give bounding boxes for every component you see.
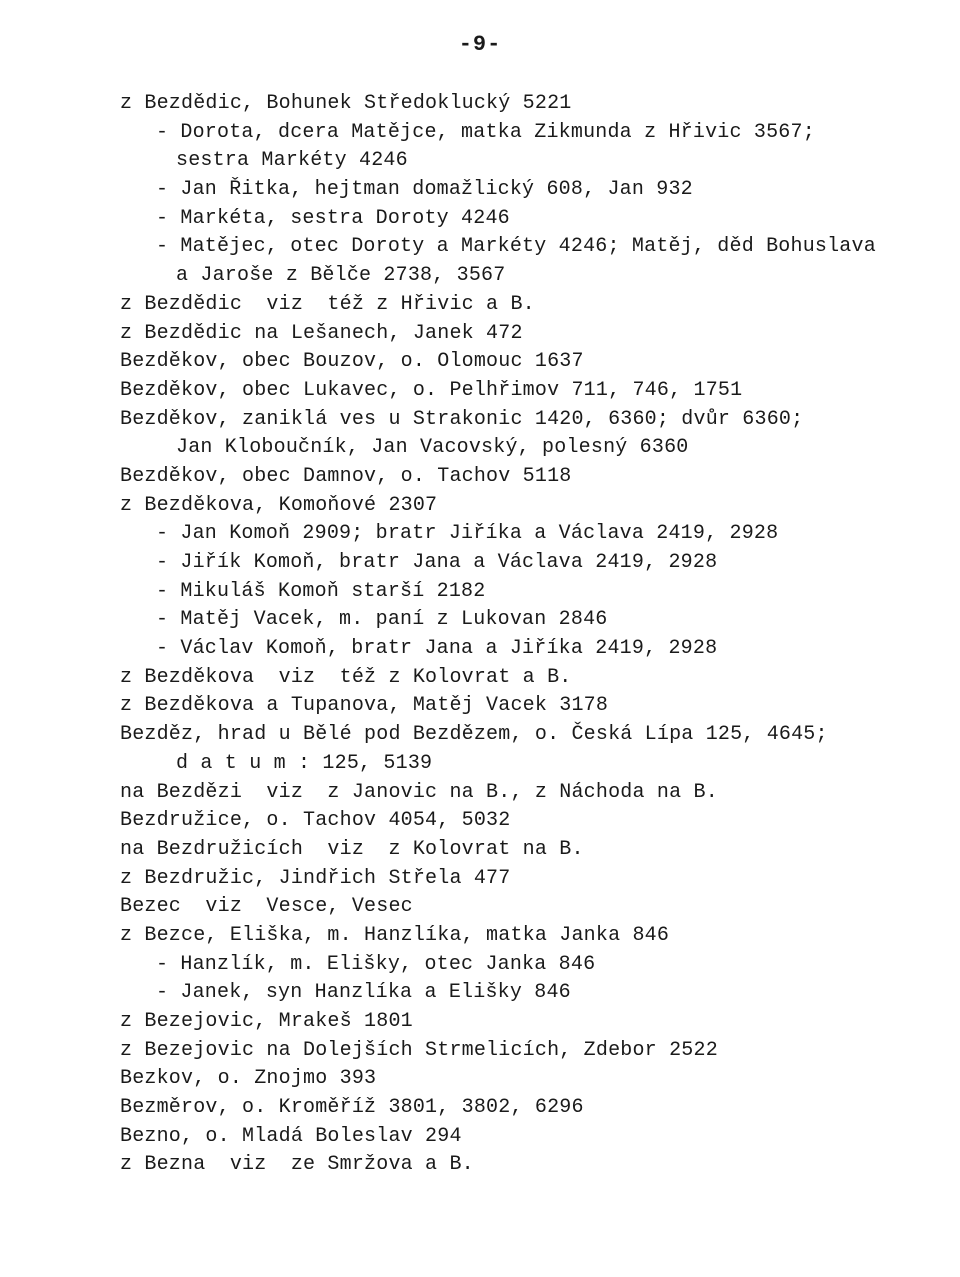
index-entry: Bezděkov, obec Damnov, o. Tachov 5118 <box>120 464 572 488</box>
index-entry: z Bezděkova a Tupanova, Matěj Vacek 3178 <box>120 694 609 718</box>
index-entry: z Bezce, Eliška, m. Hanzlíka, matka Janka 846 <box>120 923 670 947</box>
index-subentry: - Václav Komoň, bratr Jana a Jiříka 2419, 2928 <box>156 637 718 661</box>
index-continuation: d a t u m : 125, 5139 <box>176 751 433 775</box>
index-entry: z Bezejovic na Dolejších Strmelicích, Zdebor 2522 <box>120 1038 718 1062</box>
index-entry: z Bezděkova viz též z Kolovrat a B. <box>120 665 572 689</box>
page-number: -9- <box>458 32 502 57</box>
index-subentry: - Mikuláš Komoň starší 2182 <box>156 579 486 603</box>
index-entry: Bezkov, o. Znojmo 393 <box>120 1067 377 1091</box>
index-entry: Bezměrov, o. Kroměříž 3801, 3802, 6296 <box>120 1096 584 1120</box>
index-entry: z Bezdědic na Lešanech, Janek 472 <box>120 321 523 345</box>
index-entry: na Bezdězi viz z Janovic na B., z Náchoda na B. <box>120 780 718 804</box>
index-entry: Bezděkov, obec Bouzov, o. Olomouc 1637 <box>120 350 584 374</box>
index-subentry: - Dorota, dcera Matějce, matka Zikmunda z Hřivic 3567; <box>156 120 815 144</box>
index-subentry: - Matějec, otec Doroty a Markéty 4246; Matěj, děd Bohuslava <box>156 235 876 259</box>
index-entry: na Bezdružicích viz z Kolovrat na B. <box>120 837 584 861</box>
index-continuation: sestra Markéty 4246 <box>176 149 408 173</box>
index-entry: Bezděkov, zaniklá ves u Strakonic 1420, 6360; dvůr 6360; <box>120 407 804 431</box>
index-entry: z Bezdědic, Bohunek Středoklucký 5221 <box>120 92 572 115</box>
index-subentry: - Jan Komoň 2909; bratr Jiříka a Václava 2419, 2928 <box>156 522 779 546</box>
index-continuation: a Jaroše z Bělče 2738, 3567 <box>176 264 506 288</box>
index-subentry: - Janek, syn Hanzlíka a Elišky 846 <box>156 981 571 1005</box>
index-entry: z Bezna viz ze Smržova a B. <box>120 1153 474 1177</box>
index-entry: Bezno, o. Mladá Boleslav 294 <box>120 1124 462 1148</box>
index-entry: Bezec viz Vesce, Vesec <box>120 895 413 919</box>
index-entry: Bezděkov, obec Lukavec, o. Pelhřimov 711, 746, 1751 <box>120 378 743 402</box>
index-entry: Bezdružice, o. Tachov 4054, 5032 <box>120 809 511 833</box>
index-entry: z Bezejovic, Mrakeš 1801 <box>120 1010 413 1033</box>
index-entry: z Bezděkova, Komoňové 2307 <box>120 493 438 517</box>
index-subentry: - Jiřík Komoň, bratr Jana a Václava 2419, 2928 <box>156 551 718 574</box>
index-subentry: - Matěj Vacek, m. paní z Lukovan 2846 <box>156 608 608 632</box>
index-subentry: - Jan Řitka, hejtman domažlický 608, Jan 932 <box>156 178 693 202</box>
index-subentry: - Hanzlík, m. Elišky, otec Janka 846 <box>156 952 596 976</box>
index-entry: Bezděz, hrad u Bělé pod Bezdězem, o. Česká Lípa 125, 4645; <box>120 723 828 747</box>
index-entry: z Bezdružic, Jindřich Střela 477 <box>120 866 511 890</box>
index-entry: z Bezdědic viz též z Hřivic a B. <box>120 292 535 316</box>
index-entry-list <box>120 90 920 1180</box>
index-subentry: - Markéta, sestra Doroty 4246 <box>156 206 510 230</box>
index-continuation: Jan Kloboučník, Jan Vacovský, polesný 6360 <box>176 436 689 460</box>
